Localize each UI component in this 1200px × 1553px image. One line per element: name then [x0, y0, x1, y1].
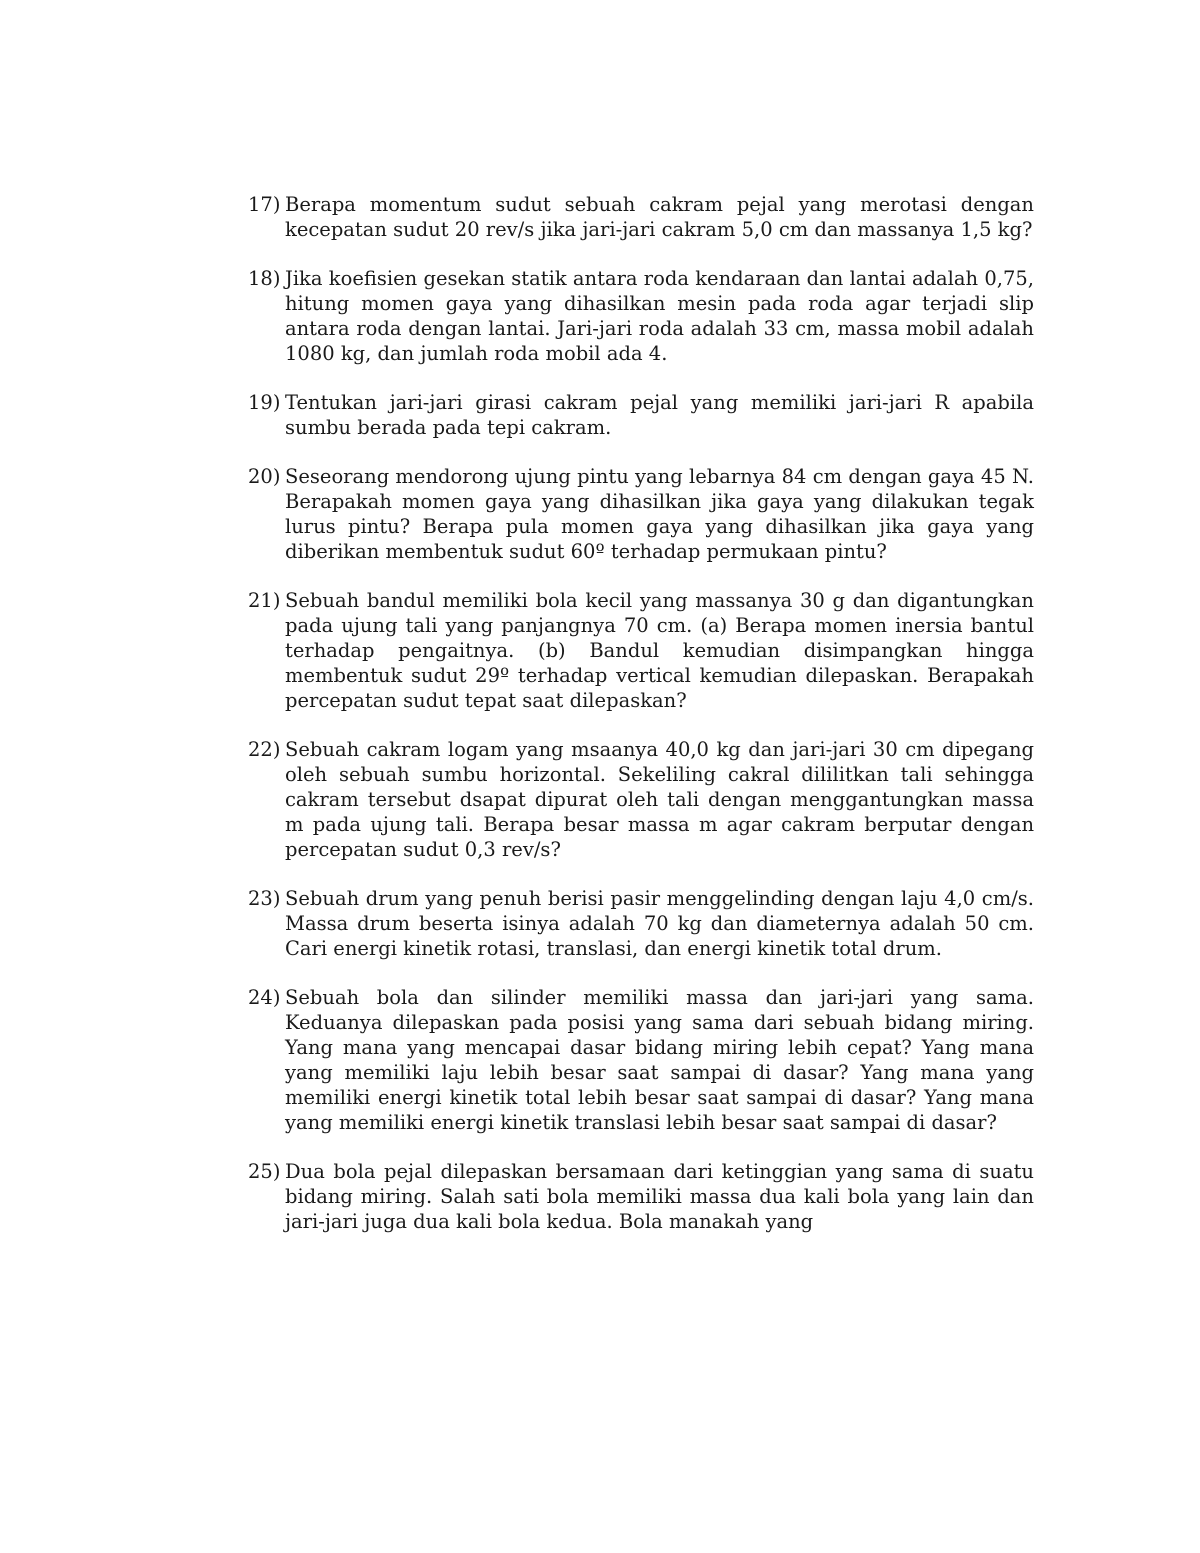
question-number: 18) — [248, 267, 281, 290]
question-text: Sebuah bola dan silinder memiliki massa dan jari-jari yang sama. Keduanya dilepaskan pada posisi yang sama dari sebuah bidang miring. Yang mana yang mencapai dasar bidang miring lebih cepat? Yang mana yang memiliki laju lebih besar saat sampai di dasar? Yang mana yang memiliki energi kinetik total lebih besar saat sampai di dasar? Yang mana yang memiliki energi kinetik translasi lebih besar saat sampai di dasar? — [285, 986, 1034, 1134]
question-24 — [248, 985, 1034, 1135]
question-25 — [248, 1159, 1034, 1234]
question-text: Berapa momentum sudut sebuah cakram pejal yang merotasi dengan kecepatan sudut 20 rev/s jika jari-jari cakram 5,0 cm dan massanya 1,5 kg? — [285, 193, 1034, 241]
question-text: Sebuah cakram logam yang msaanya 40,0 kg dan jari-jari 30 cm dipegang oleh sebuah sumbu horizontal. Sekeliling cakral dililitkan tali sehingga cakram tersebut dsapat dipurat oleh tali dengan menggantungkan massa m pada ujung tali. Berapa besar massa m agar cakram berputar dengan percepatan sudut 0,3 rev/s? — [285, 738, 1034, 861]
question-text: Jika koefisien gesekan statik antara roda kendaraan dan lantai adalah 0,75, hitung momen gaya yang dihasilkan mesin pada roda agar terjadi slip antara roda dengan lantai. Jari-jari roda adalah 33 cm, massa mobil adalah 1080 kg, dan jumlah roda mobil ada 4. — [285, 267, 1034, 365]
question-number: 22) — [248, 738, 281, 761]
question-18 — [248, 266, 1034, 366]
question-21 — [248, 588, 1034, 713]
question-number: 19) — [248, 391, 281, 414]
question-text: Sebuah drum yang penuh berisi pasir menggelinding dengan laju 4,0 cm/s. Massa drum beserta isinya adalah 70 kg dan diameternya adalah 50 cm. Cari energi kinetik rotasi, translasi, dan energi kinetik total drum. — [285, 887, 1034, 960]
question-text: Dua bola pejal dilepaskan bersamaan dari ketinggian yang sama di suatu bidang miring. Salah sati bola memiliki massa dua kali bola yang lain dan jari-jari juga dua kali bola kedua. Bola manakah yang — [285, 1160, 1034, 1233]
question-number: 23) — [248, 887, 281, 910]
question-list — [248, 192, 1034, 1258]
question-number: 25) — [248, 1160, 281, 1183]
question-22 — [248, 737, 1034, 862]
question-text: Seseorang mendorong ujung pintu yang lebarnya 84 cm dengan gaya 45 N. Berapakah momen gaya yang dihasilkan jika gaya yang dilakukan tegak lurus pintu? Berapa pula momen gaya yang dihasilkan jika gaya yang diberikan membentuk sudut 60º terhadap permukaan pintu? — [285, 465, 1034, 563]
question-text: Tentukan jari-jari girasi cakram pejal yang memiliki jari-jari R apabila sumbu berada pada tepi cakram. — [285, 391, 1034, 439]
question-text: Sebuah bandul memiliki bola kecil yang massanya 30 g dan digantungkan pada ujung tali yang panjangnya 70 cm. (a) Berapa momen inersia bantul terhadap pengaitnya. (b) Bandul kemudian disimpangkan hingga membentuk sudut 29º terhadap vertical kemudian dilepaskan. Berapakah percepatan sudut tepat saat dilepaskan? — [285, 589, 1034, 712]
question-20 — [248, 464, 1034, 564]
question-number: 17) — [248, 193, 281, 216]
question-17 — [248, 192, 1034, 242]
question-number: 21) — [248, 589, 281, 612]
question-23 — [248, 886, 1034, 961]
question-19 — [248, 390, 1034, 440]
question-number: 24) — [248, 986, 281, 1009]
question-number: 20) — [248, 465, 281, 488]
